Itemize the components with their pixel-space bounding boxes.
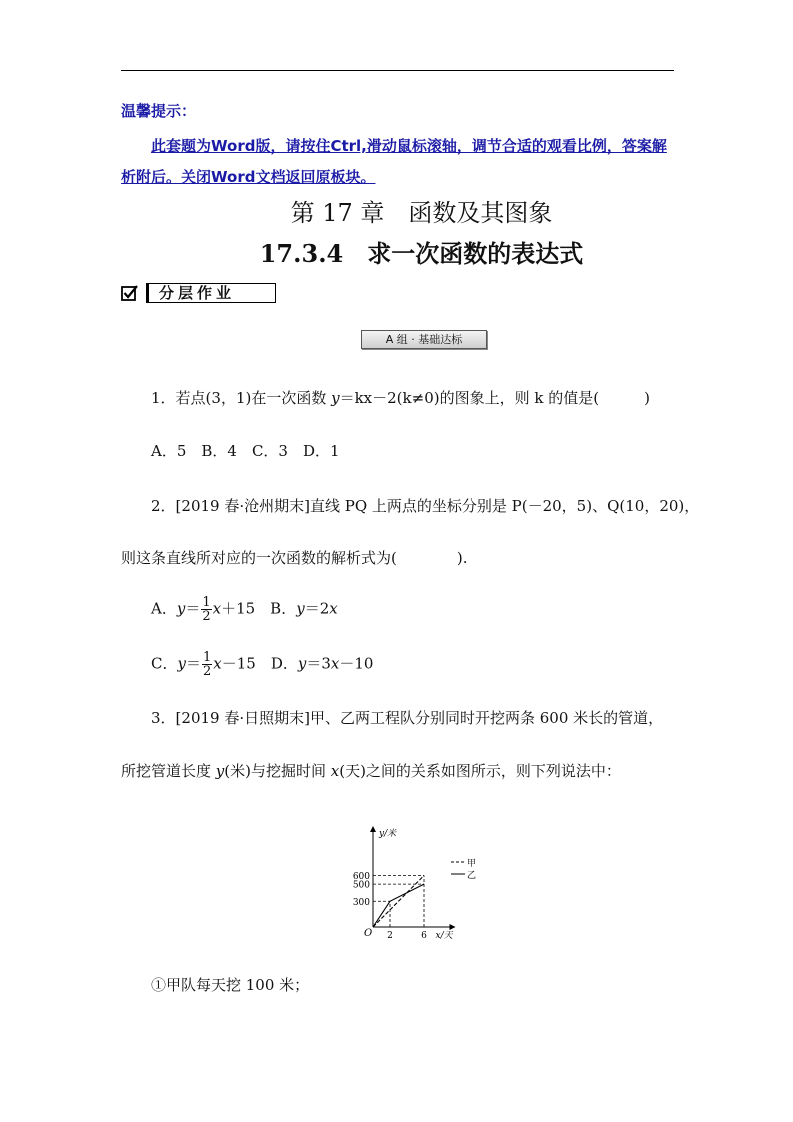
- q2-optB-var-x: x: [329, 599, 338, 618]
- tip-body-text: 此套题为Word版，请按住Ctrl,滑动鼠标滚轴，调节合适的观看比例，答案解析附后。关闭Word文档返回原板块。: [121, 137, 667, 186]
- q2-optA-tail: ＋15 B．: [221, 599, 297, 618]
- q2-optC-eq: ＝: [185, 654, 201, 673]
- x-tick-label-2: 2: [387, 931, 393, 941]
- q3-statement-1: ①甲队每天挖 100 米；: [151, 976, 310, 994]
- x-tick-label-6: 6: [421, 931, 427, 941]
- q2-optC-fraction: [202, 651, 212, 678]
- y-axis-arrow: [370, 826, 376, 832]
- q2-optA-var-x: x: [212, 599, 222, 618]
- chapter-title: 第 17 章 函数及其图象: [290, 199, 553, 227]
- fraction-numerator: 1: [202, 650, 212, 665]
- header-rule: [121, 70, 674, 71]
- q1-stem-a: 1．若点(3，1)在一次函数: [151, 389, 332, 407]
- q2-optC-label: C．: [151, 654, 178, 673]
- y-tick-label-300: 300: [352, 897, 370, 908]
- q3-var-x: x: [330, 762, 340, 780]
- q2-optB-eq: ＝2: [304, 599, 330, 618]
- legend-label-乙: 乙: [467, 871, 477, 881]
- y-tick-label-500: 500: [352, 880, 370, 891]
- origin-label: O: [364, 928, 373, 939]
- tip-body: [121, 131, 677, 193]
- q1-options: A．5 B．4 C．3 D．1: [151, 442, 340, 460]
- series-line-乙: [373, 884, 424, 927]
- q3-line2-a: 所挖管道长度: [121, 762, 216, 780]
- q3-line2-b: (米)与挖掘时间: [224, 762, 331, 780]
- q2-optA-var-y: y: [176, 599, 186, 618]
- q3-var-y: y: [215, 762, 225, 780]
- q2-optA-fraction: [201, 596, 211, 623]
- q2-optA-eq: ＝: [185, 599, 201, 618]
- q1-answer-blank: ): [599, 389, 650, 407]
- legend-label-甲: 甲: [467, 859, 477, 869]
- q3-line2-c: (天)之间的关系如图所示，则下列说法中：: [339, 762, 621, 780]
- chart-excavation: [335, 826, 495, 944]
- q2-optD-eq: ＝3: [306, 654, 331, 673]
- q2-optC-tail: －15 D．: [221, 654, 298, 673]
- group-badge: A 组 · 基础达标: [361, 330, 487, 349]
- q2-optB-var-y: y: [296, 599, 305, 618]
- q2-options-cd: [151, 651, 373, 678]
- q3-line1: 3．[2019 春·日照期末]甲、乙两工程队分别同时开挖两条 600 米长的管道，: [151, 709, 664, 727]
- q2-optC-var-y: y: [177, 654, 186, 673]
- q1-var-y: y: [331, 389, 340, 407]
- q3-line2: [121, 761, 621, 781]
- q2-optD-var-x: x: [330, 654, 340, 673]
- section-title: 17.3.4 求一次函数的表达式: [259, 239, 584, 268]
- y-axis-label: y/米: [379, 829, 397, 839]
- q2-optD-var-y: y: [297, 654, 307, 673]
- fraction-denominator: 2: [202, 664, 212, 679]
- y-tick-label-600: 600: [352, 872, 370, 883]
- q2-line1: 2．[2019 春·沧州期末]直线 PQ 上两点的坐标分别是 P(－20，5)、Q(10，20)，: [151, 497, 700, 515]
- fraction-denominator: 2: [202, 609, 211, 624]
- checkbox-checked-icon: [121, 284, 139, 302]
- q1-stem: [151, 388, 650, 408]
- x-axis-label: x/天: [435, 931, 453, 941]
- q2-line2: 则这条直线所对应的一次函数的解析式为( ).: [121, 549, 468, 567]
- homework-label: 分层作业: [146, 283, 276, 303]
- q1-stem-b: ＝kx－2(k≠0)的图象上，则 k 的值是(: [339, 389, 600, 407]
- q2-options-ab: [151, 596, 338, 623]
- q2-optA-label: A．: [151, 599, 177, 618]
- tip-title: 温馨提示：: [121, 102, 197, 120]
- q2-optC-var-x: x: [213, 654, 222, 673]
- homework-header: [121, 282, 276, 304]
- x-axis-arrow: [450, 924, 456, 930]
- fraction-numerator: 1: [202, 595, 211, 610]
- chart-layer: [353, 826, 476, 941]
- q2-optD-tail: －10: [339, 654, 374, 673]
